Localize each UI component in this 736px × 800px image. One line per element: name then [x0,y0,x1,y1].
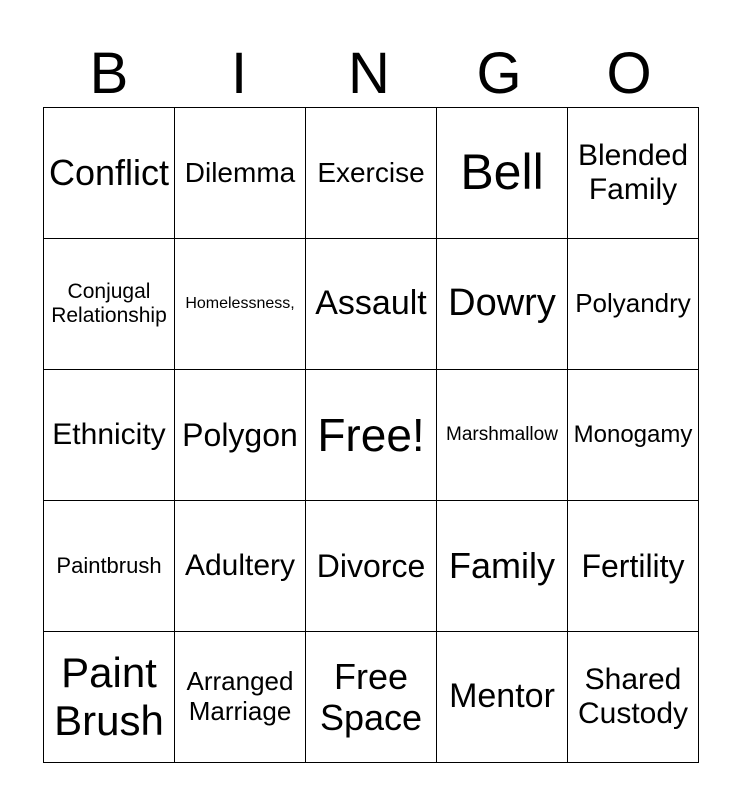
board-row [44,108,699,239]
bingo-cell[interactable]: Blended Family [568,108,699,239]
board-row [44,632,699,763]
bingo-cell[interactable]: Dilemma [175,108,306,239]
bingo-cell[interactable]: Exercise [306,108,437,239]
bingo-cell[interactable]: Paintbrush [44,501,175,632]
bingo-cell[interactable]: Mentor [437,632,568,763]
bingo-cell[interactable]: Bell [437,108,568,239]
board-row [44,370,699,501]
bingo-cell[interactable]: Monogamy [568,370,699,501]
bingo-cell[interactable]: Assault [306,239,437,370]
bingo-cell[interactable]: Shared Custody [568,632,699,763]
bingo-cell free-cell[interactable]: Free! [306,370,437,501]
bingo-cell[interactable]: Marshmallow [437,370,568,501]
bingo-cell[interactable]: Family [437,501,568,632]
bingo-cell[interactable]: Fertility [568,501,699,632]
bingo-header [44,40,694,108]
bingo-cell[interactable]: Free Space [306,632,437,763]
header-letter-o: O [606,41,652,106]
bingo-cell[interactable]: Conflict [44,108,175,239]
header-letter-n: N [348,41,390,106]
bingo-cell[interactable]: Polygon [175,370,306,501]
bingo-cell[interactable]: Arranged Marriage [175,632,306,763]
bingo-cell[interactable]: Adultery [175,501,306,632]
bingo-cell[interactable]: Homelessness, [175,239,306,370]
board-row [44,239,699,370]
bingo-cell[interactable]: Ethnicity [44,370,175,501]
bingo-cell[interactable]: Divorce [306,501,437,632]
bingo-board [43,107,699,763]
header-letter-g: G [476,41,522,106]
bingo-cell[interactable]: Polyandry [568,239,699,370]
header-letter-i: I [230,41,248,106]
bingo-cell[interactable]: Dowry [437,239,568,370]
bingo-cell[interactable]: Conjugal Relationship [44,239,175,370]
bingo-cell[interactable]: Paint Brush [44,632,175,763]
board-row [44,501,699,632]
header-letter-b: B [89,41,129,106]
